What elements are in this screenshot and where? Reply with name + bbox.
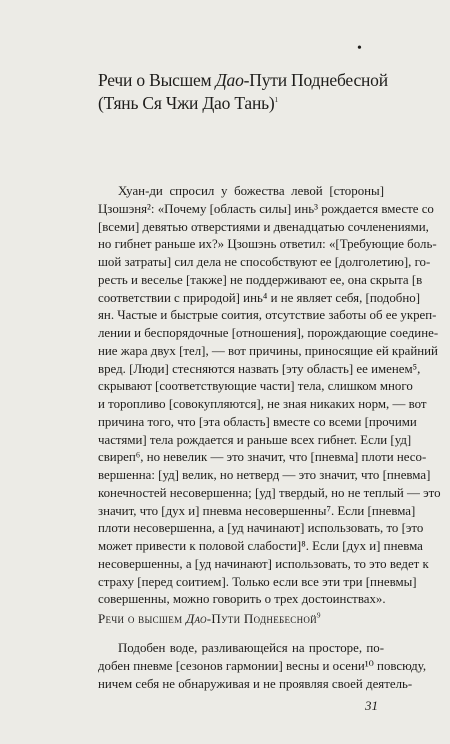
text-line: шой затраты] сил дела не способствуют ее [долголетию], го- [98, 255, 431, 269]
text-line: вершенна: [уд] велик, но нетверд — это значит, что [пневма] [98, 468, 431, 482]
page-number: 31 [365, 698, 378, 713]
text-line: совершенны, можно говорить о трех достоинствах». [98, 592, 386, 607]
text-line: и торопливо [совокупляются], не зная никаких норм, — вот [98, 397, 427, 411]
paragraph-2 [98, 640, 427, 693]
text-line: лении и беспорядочные [отношения], порождающие соедине- [98, 326, 439, 340]
footnote-ref: 9 [316, 611, 321, 620]
text-line: ян. Частые и быстрые соития, отсутствие заботы об ее укреп- [98, 308, 437, 323]
text-line: свиреп⁶, но невелик — это значит, что [пневма] плоти несо- [98, 450, 427, 465]
title-line-1: Речи о Высшем Дао-Пути Поднебесной [98, 70, 388, 90]
text-line: Подобен воде, разливающейся на просторе, по- [118, 641, 384, 655]
text-line: ничем себя не обнаруживая и не проявляя своей деятель- [98, 676, 413, 691]
paragraph-1 [98, 183, 441, 609]
text-line: Хуан-ди спросил у божества левой [стороны] [118, 184, 384, 198]
text-line: несовершенны, а [уд начинают] использовать, то это ведет к [98, 556, 429, 571]
text-line: добен пневме [сезонов гармонии] весны и осени¹⁰ повсюду, [98, 658, 427, 673]
text-line: плоти несовершенна, а [уд начинают] использовать, то [это [98, 521, 424, 536]
text-line: [всеми] девятью отверстиями и двенадцатью сочленениями, [98, 219, 429, 234]
title-line-2: (Тянь Ся Чжи Дао Тань)$^1$ [98, 93, 278, 113]
text-line: Цзошэня²: «Почему [область силы] инь³ рождается вместе со [98, 201, 434, 216]
text-line: значит, что [дух и] пневма несовершенны⁷. Если [пневма] [98, 503, 416, 518]
text-line: страху [перед соитием]. Только если все эти три [пневмы] [98, 574, 417, 589]
text-line: может привести к половой слабости]⁸. Если [дух и] пневма [98, 539, 423, 553]
text-line: частями] тела рождается и раньше всех гибнет. Если [уд] [98, 432, 412, 447]
chapter-title [98, 69, 438, 115]
text-line: соответствии с природой] инь⁴ и не являет себя, [подобно] [98, 290, 421, 305]
text-line: скрывают [соответствующие части] тела, слишком много [98, 379, 413, 394]
text-line: ресть и веселье [также] не поддерживают ее, она скрыта [в [98, 272, 423, 287]
text-line: ние жара двух [тел], — вот причины, приносящие ей крайний [98, 343, 438, 358]
text-line: вред. [Люди] стесняются назвать [эту область] ее именем⁵, [98, 361, 421, 376]
footnote-ref: 1 [274, 96, 278, 105]
text-line: причина того, что [эта область] вместе со всеми [прочими [98, 414, 417, 429]
section-heading: Речи о высшем Дао-Пути Поднебесной$^9$ [98, 611, 321, 626]
decorative-dot: • [357, 41, 362, 56]
text-line: конечностей несовершенна; [уд] твердый, но не теплый — это [98, 485, 441, 500]
text-line: но гибнет раньше их?» Цзошэнь ответил: «[Требующие боль- [98, 237, 437, 252]
